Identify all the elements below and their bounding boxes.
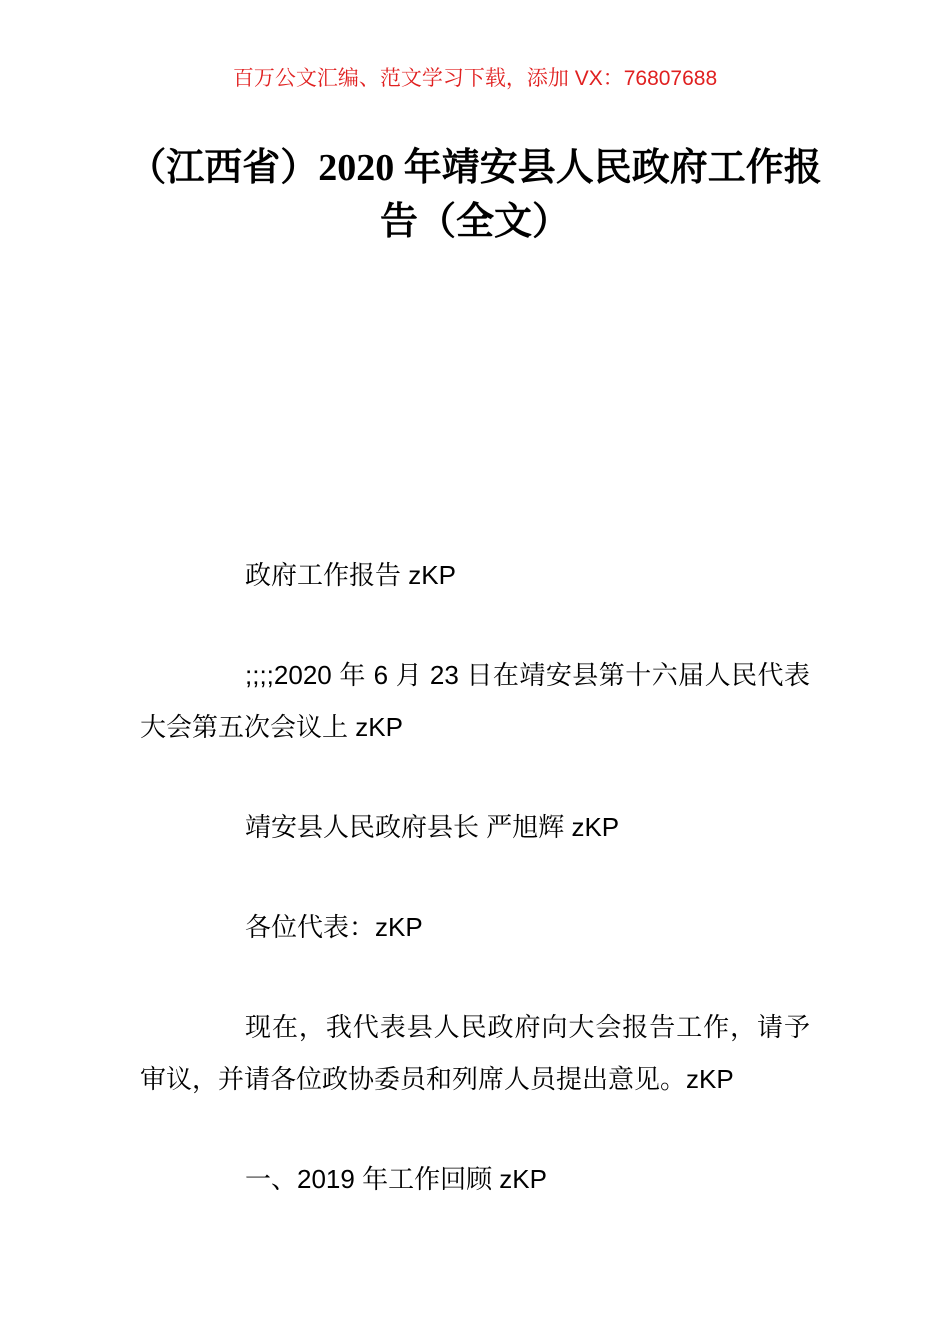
document-title: （江西省）2020 年靖安县人民政府工作报告（全文） (128, 147, 822, 243)
paragraph-salutation: 各位代表：zKP (245, 912, 423, 942)
document-body (140, 549, 810, 1205)
paragraph-section-heading: 一、2019 年工作回顾 zKP (245, 1164, 547, 1194)
paragraph-intro: 现在，我代表县人民政府向大会报告工作，请予审议，并请各位政协委员和列席人员提出意见。zKP (140, 1012, 810, 1094)
paragraph-report-heading: 政府工作报告 zKP (245, 560, 456, 590)
paragraph-session-line: ;;;;2020 年 6 月 23 日在靖安县第十六届人民代表大会第五次会议上 zKP (140, 660, 810, 742)
watermark-notice: 百万公文汇编、范文学习下载，添加 VX：76807688 (232, 67, 718, 90)
paragraph-speaker-line: 靖安县人民政府县长 严旭辉 zKP (245, 812, 620, 842)
